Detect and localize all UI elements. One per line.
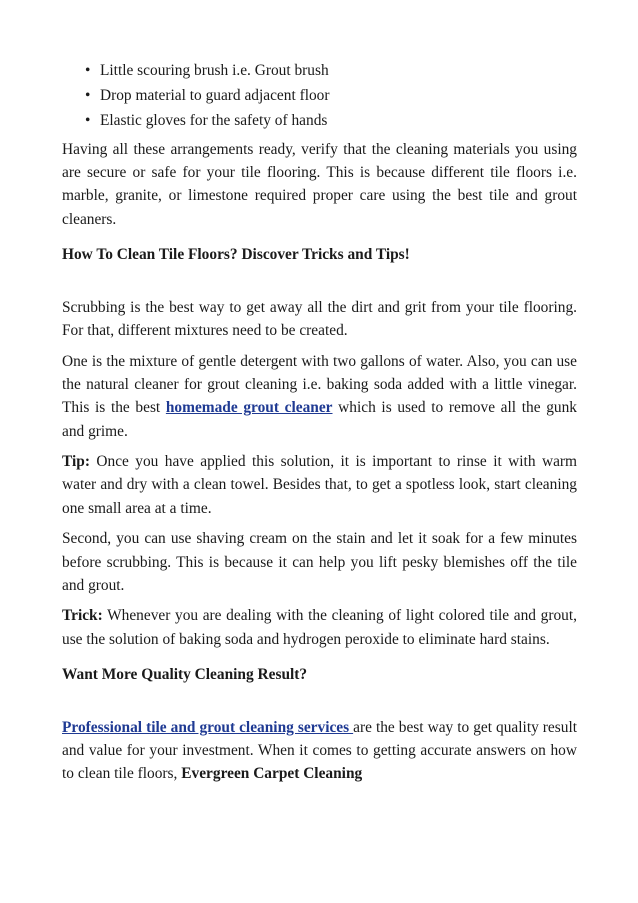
paragraph-tip [62, 450, 577, 520]
company-name: Evergreen Carpet Cleaning [181, 765, 363, 783]
paragraph-arrangements: Having all these arrangements ready, verify that the cleaning materials you using are secure or safe for your tile flooring. This is because different tile floors i.e. marble, granite, or limestone required proper care using the best tile and grout cleaners. [62, 141, 577, 228]
section-heading-tricks: How To Clean Tile Floors? Discover Tricks and Tips! [62, 245, 410, 263]
document-page [62, 58, 577, 793]
paragraph-text: One is the mixture of gentle detergent with two gallons of water. Also, you can use the natural cleaner for grout cleaning i.e. baking soda added with a little vinegar. This is the best [62, 352, 577, 417]
paragraph-text: which is used to remove all the gunk and grime. [62, 399, 577, 440]
trick-text: Whenever you are dealing with the cleaning of light colored tile and grout, use the solution of baking soda and hydrogen peroxide to eliminate hard stains. [62, 607, 577, 648]
list-item-text: Drop material to guard adjacent floor [100, 87, 330, 104]
paragraph-mixture [62, 350, 577, 443]
section-heading-quality: Want More Quality Cleaning Result? [62, 665, 308, 683]
bullet-icon: • [85, 62, 91, 79]
paragraph-shaving-cream: Second, you can use shaving cream on the stain and let it soak for a few minutes before scrubbing. This is because it can help you lift pesky blemishes off the tile and grout. [62, 530, 577, 594]
paragraph-text: are the best way to get quality result and value for your investment. When it comes to getting accurate answers on how to clean tile floors, [62, 719, 577, 783]
list-item [85, 58, 577, 83]
homemade-grout-cleaner-link[interactable]: homemade grout cleaner [165, 399, 333, 417]
trick-label: Trick: [62, 607, 103, 625]
tip-label: Tip: [62, 453, 90, 471]
list-item [85, 108, 577, 133]
professional-services-link[interactable]: Professional tile and grout cleaning services [62, 719, 354, 737]
bullet-icon: • [85, 87, 91, 104]
list-item [85, 83, 577, 108]
supplies-list [62, 58, 577, 133]
paragraph-trick [62, 604, 577, 650]
list-item-text: Little scouring brush i.e. Grout brush [100, 62, 329, 79]
bullet-icon: • [85, 112, 91, 129]
paragraph-professional [62, 716, 577, 786]
tip-text: Once you have applied this solution, it is important to rinse it with warm water and dry with a clean towel. Besides that, to get a spotless look, start cleaning one small area at a time. [62, 453, 577, 517]
paragraph-scrubbing: Scrubbing is the best way to get away all the dirt and grit from your tile flooring. For that, different mixtures need to be created. [62, 299, 577, 340]
list-item-text: Elastic gloves for the safety of hands [100, 112, 328, 129]
